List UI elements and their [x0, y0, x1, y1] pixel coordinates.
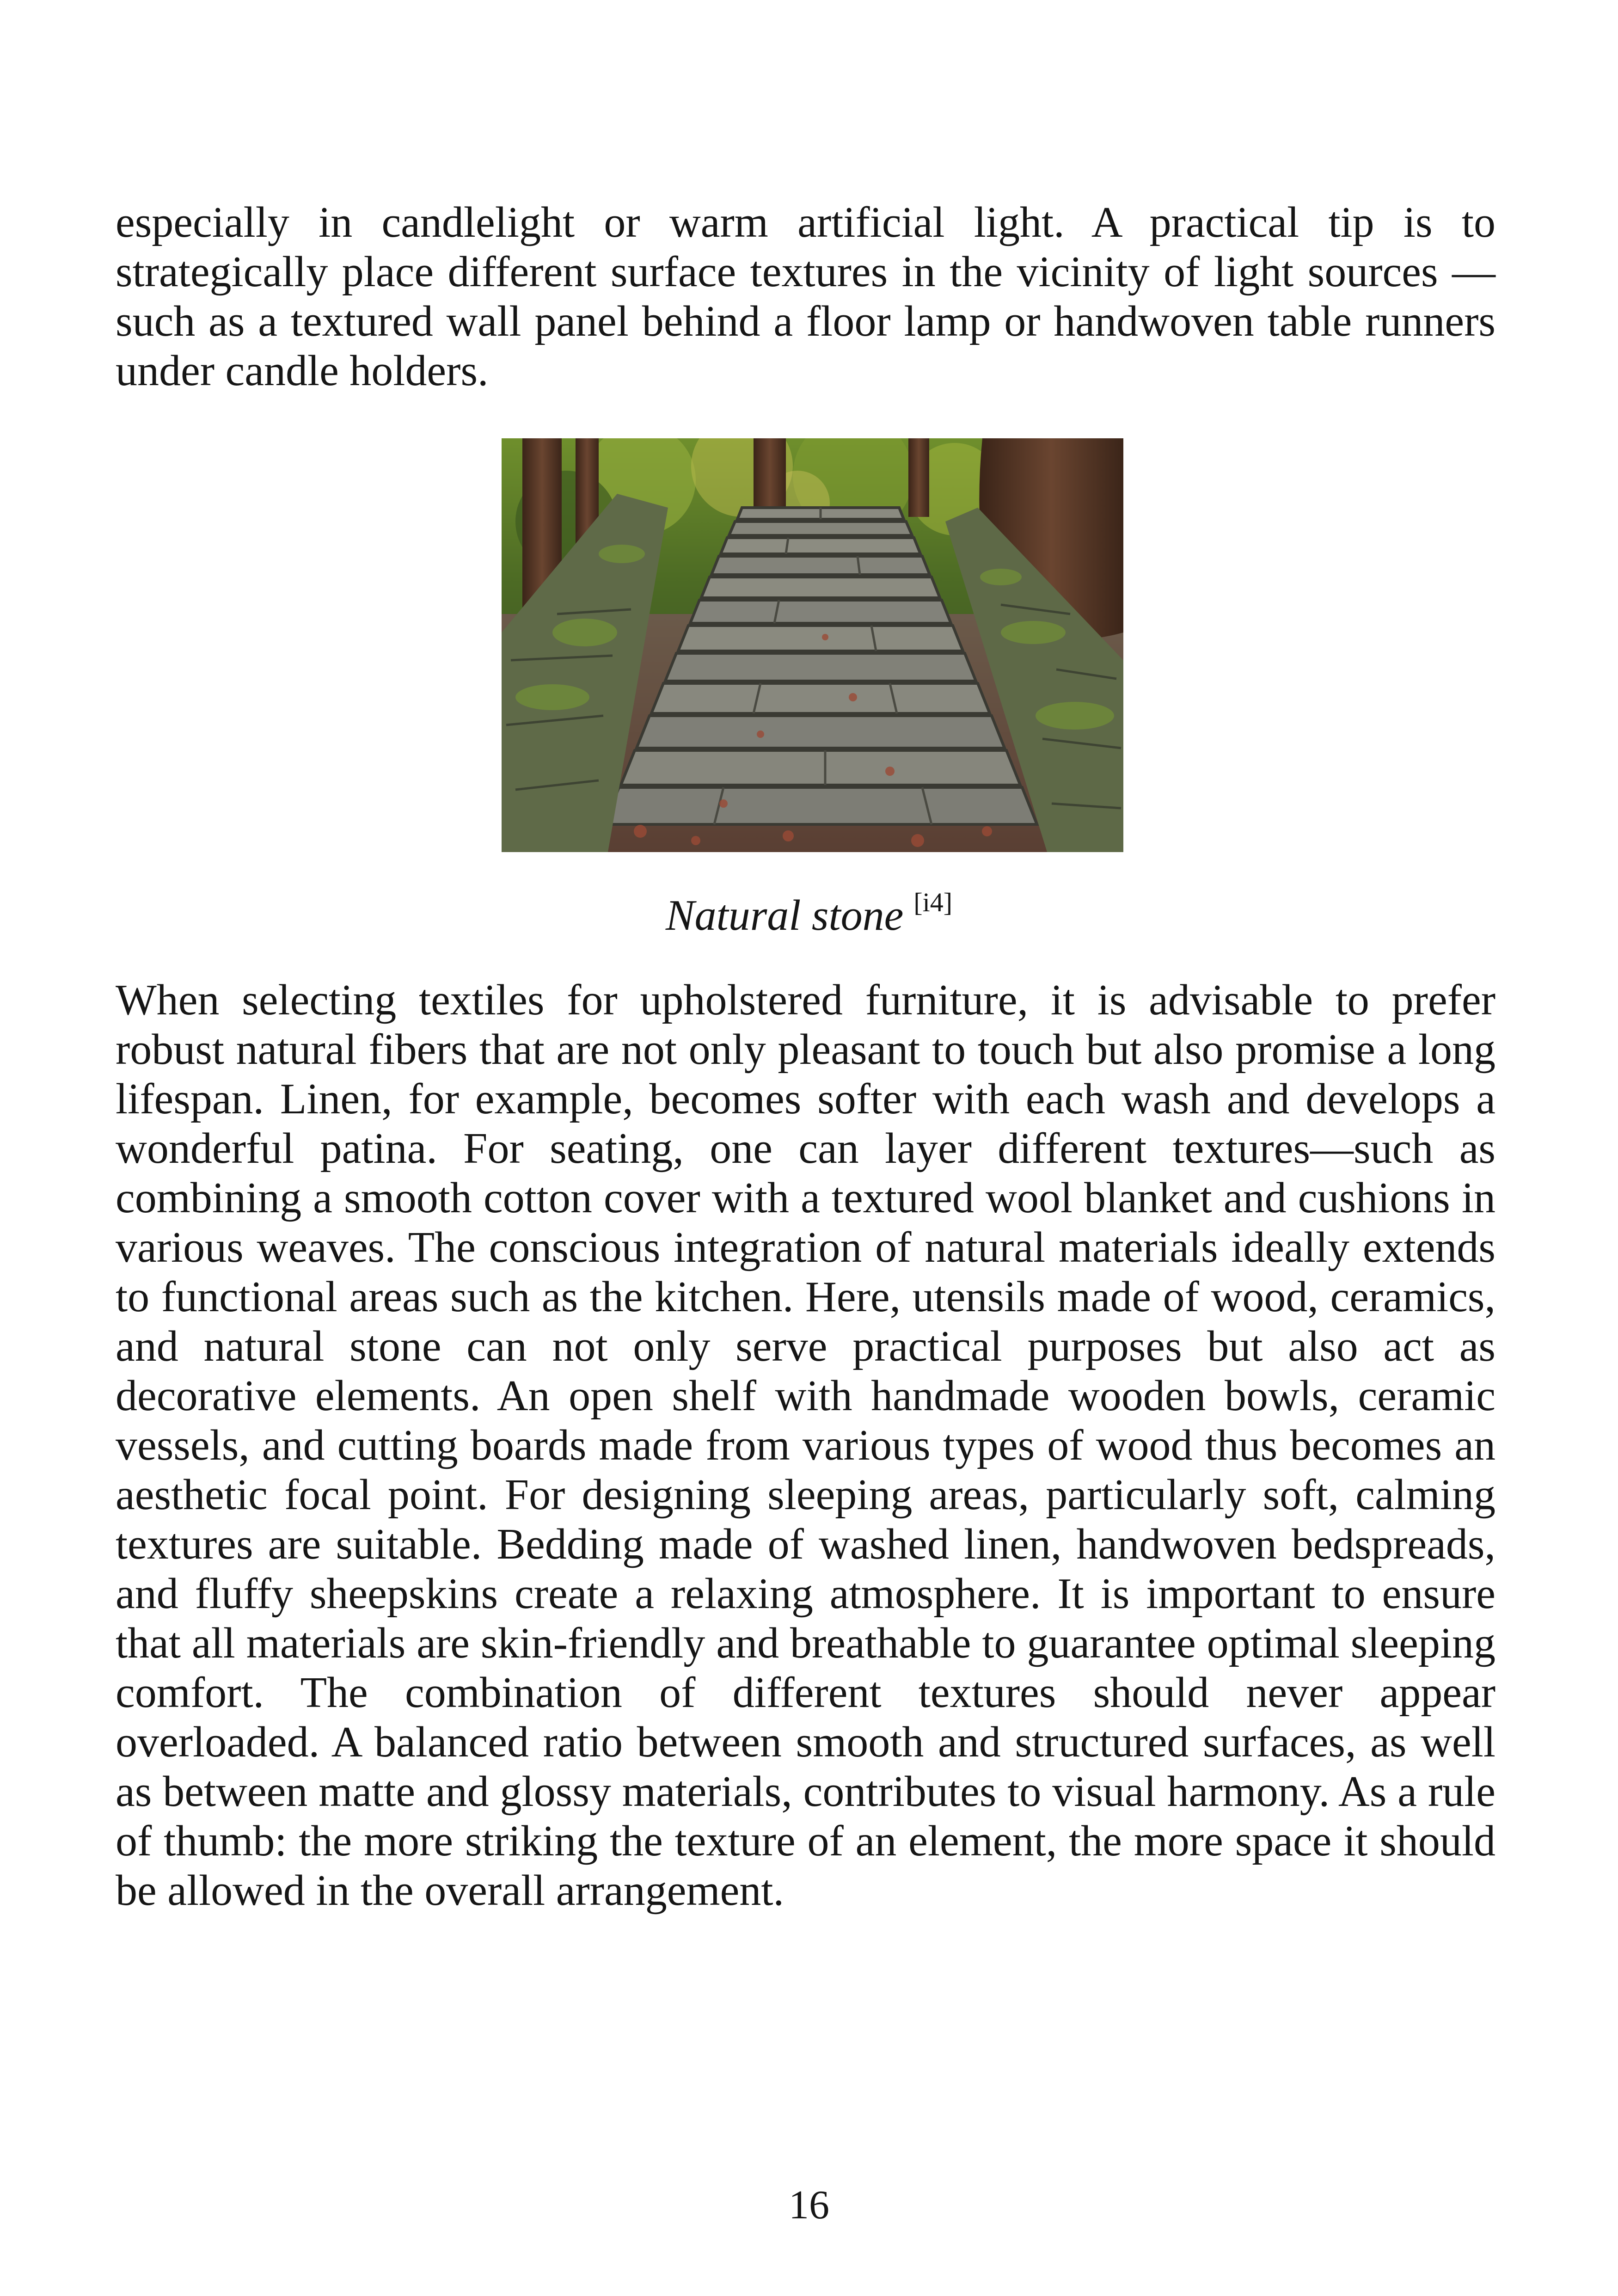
caption-text: Natural stone: [665, 891, 904, 939]
body-paragraph-2: When selecting textiles for upholstered furniture, it is advisable to prefer robust natural fibers that are not only pleasant to touch but also promise a long lifespan. Linen, for example, becomes softer with each wash and develops a wonderful patina. For seating, one can layer different textures—such as combining a smooth cotton cover with a textured wool blanket and cushions in various weaves. The conscious integration of natural materials ideally extends to functional areas such as the kitchen. Here, utensils made of wood, ceramics, and natural stone can not only serve practical purposes but also act as decorative elements. An open shelf with handmade wooden bowls, ceramic vessels, and cutting boards made from various types of wood thus becomes an aesthetic focal point. For designing sleeping areas, particularly soft, calming textures are suitable. Bedding made of washed linen, handwoven bedspreads, and fluffy sheepskins create a relaxing atmosphere. It is important to ensure that all materials are skin-friendly and breathable to guarantee optimal sleeping comfort. The combination of different textures should never appear overloaded. A balanced ratio between smooth and structured surfaces, as well as between matte and glossy materials, contributes to visual harmony. As a rule of thumb: the more striking the texture of an element, the more space it should be allowed in the overall arrangement.: [116, 976, 1495, 1915]
image-reference: [i4]: [913, 887, 953, 917]
stone-steps-photo: [502, 438, 1123, 852]
body-paragraph-1: especially in candlelight or warm artificial light. A practical tip is to strategically place different surface textures in the vicinity of light sources —such as a textured wall panel behind a floor lamp or handwoven table runners under candle holders.: [116, 198, 1495, 395]
figure-caption: [0, 887, 1618, 941]
page-number: 16: [789, 2183, 829, 2228]
